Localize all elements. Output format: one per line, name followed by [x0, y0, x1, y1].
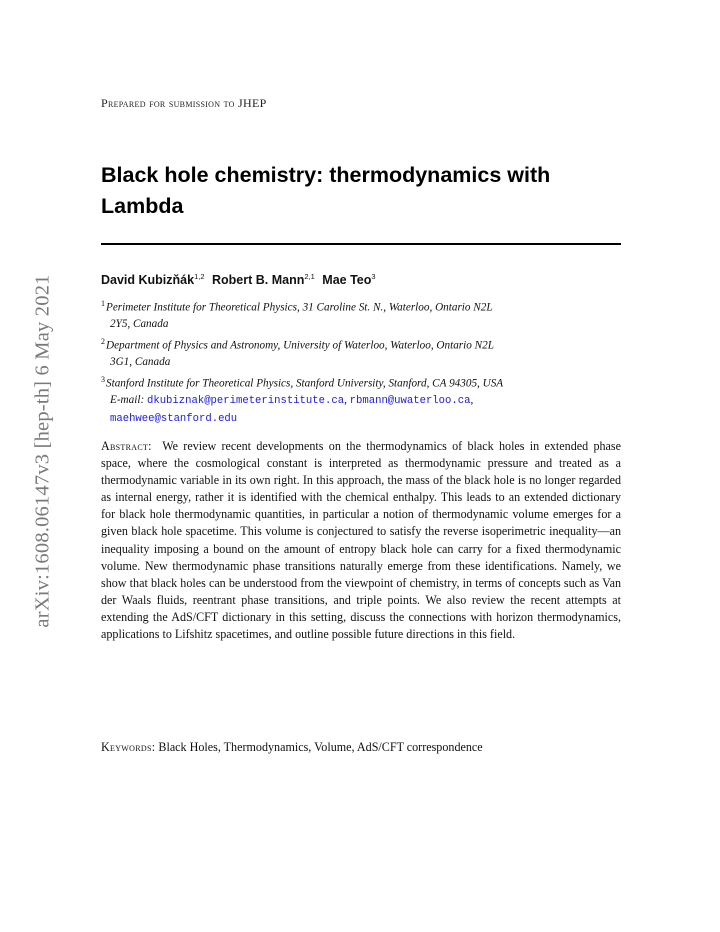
keywords-text: Black Holes, Thermodynamics, Volume, AdS/CFT correspondence — [158, 740, 483, 754]
title-rule — [101, 243, 621, 245]
abstract-label: Abstract: — [101, 439, 152, 453]
affiliation-text: Stanford Institute for Theoretical Physics, Stanford University, Stanford, CA 94305, USA — [106, 377, 504, 390]
author-affiliation-mark: 1,2 — [194, 272, 205, 281]
affiliation-text-continued: 3G1, Canada — [110, 355, 171, 368]
author-1 — [101, 273, 205, 287]
keywords — [101, 739, 621, 756]
author-name: David Kubizňák — [101, 273, 195, 288]
affiliation-number: 3 — [101, 375, 105, 384]
email-link-2[interactable]: rbmann@uwaterloo.ca — [349, 395, 471, 407]
abstract-text: We review recent developments on the thermodynamics of black holes in extended phase space, where the cosmological constant is interpreted as thermodynamic pressure and treated as a thermodynamic variable in its own right. In this approach, the mass of the black hole is no longer regarded as internal energy, rather it is identified with the chemical enthalpy. This leads to an extended dictionary for black hole thermodynamic quantities, in particular a notion of thermodynamic volume emerges for a given black hole spacetime. This volume is conjectured to satisfy the reverse isoperimetric inequality—an inequality imposing a bound on the amount of entropy black hole can carry for a fixed thermodynamic volume. New thermodynamic phase transitions naturally emerge from these identifications. Namely, we show that black holes can be understood from the viewpoint of chemistry, in terms of concepts such as Van der Waals fluids, reentrant phase transitions, and triple points. We also review the recent attempts at extending the AdS/CFT dictionary in this setting, discuss the connections with horizon thermodynamics, applications to Lifshitz spacetimes, and outline possible future directions in this field. — [101, 439, 621, 642]
author-3 — [322, 273, 375, 287]
affiliation-number: 2 — [101, 337, 105, 346]
affiliation-2 — [101, 334, 621, 370]
affiliation-3 — [101, 372, 621, 392]
author-list — [101, 272, 380, 287]
journal-header: Prepared for submission to JHEP — [101, 96, 267, 110]
email-link-3[interactable]: maehwee@stanford.edu — [110, 413, 238, 425]
author-affiliation-mark: 2,1 — [304, 272, 315, 281]
paper-title: Black hole chemistry: thermodynamics with Lambda — [101, 163, 551, 218]
email-block: E-mail: dkubiznak@perimeterinstitute.ca, rbmann@uwaterloo.ca, maehwee@stanford.edu — [110, 394, 474, 425]
affiliation-1 — [101, 296, 621, 332]
abstract — [101, 438, 621, 643]
email-label: E-mail: — [110, 394, 145, 406]
keywords-label: Keywords: — [101, 740, 156, 754]
author-affiliation-mark: 3 — [371, 272, 376, 281]
email-link-1[interactable]: dkubiznak@perimeterinstitute.ca — [146, 395, 345, 407]
author-name: Robert B. Mann — [212, 273, 305, 288]
author-name: Mae Teo — [322, 273, 372, 288]
affiliation-text: Department of Physics and Astronomy, University of Waterloo, Waterloo, Ontario N2L — [106, 339, 494, 352]
author-2 — [212, 273, 315, 287]
affiliation-text-continued: 2Y5, Canada — [110, 317, 169, 330]
arxiv-identifier-stamp: arXiv:1608.06147v3 [hep-th] 6 May 2021 — [31, 274, 54, 628]
affiliation-text: Perimeter Institute for Theoretical Physics, 31 Caroline St. N., Waterloo, Ontario N2L — [106, 301, 493, 314]
affiliation-number: 1 — [101, 299, 105, 308]
